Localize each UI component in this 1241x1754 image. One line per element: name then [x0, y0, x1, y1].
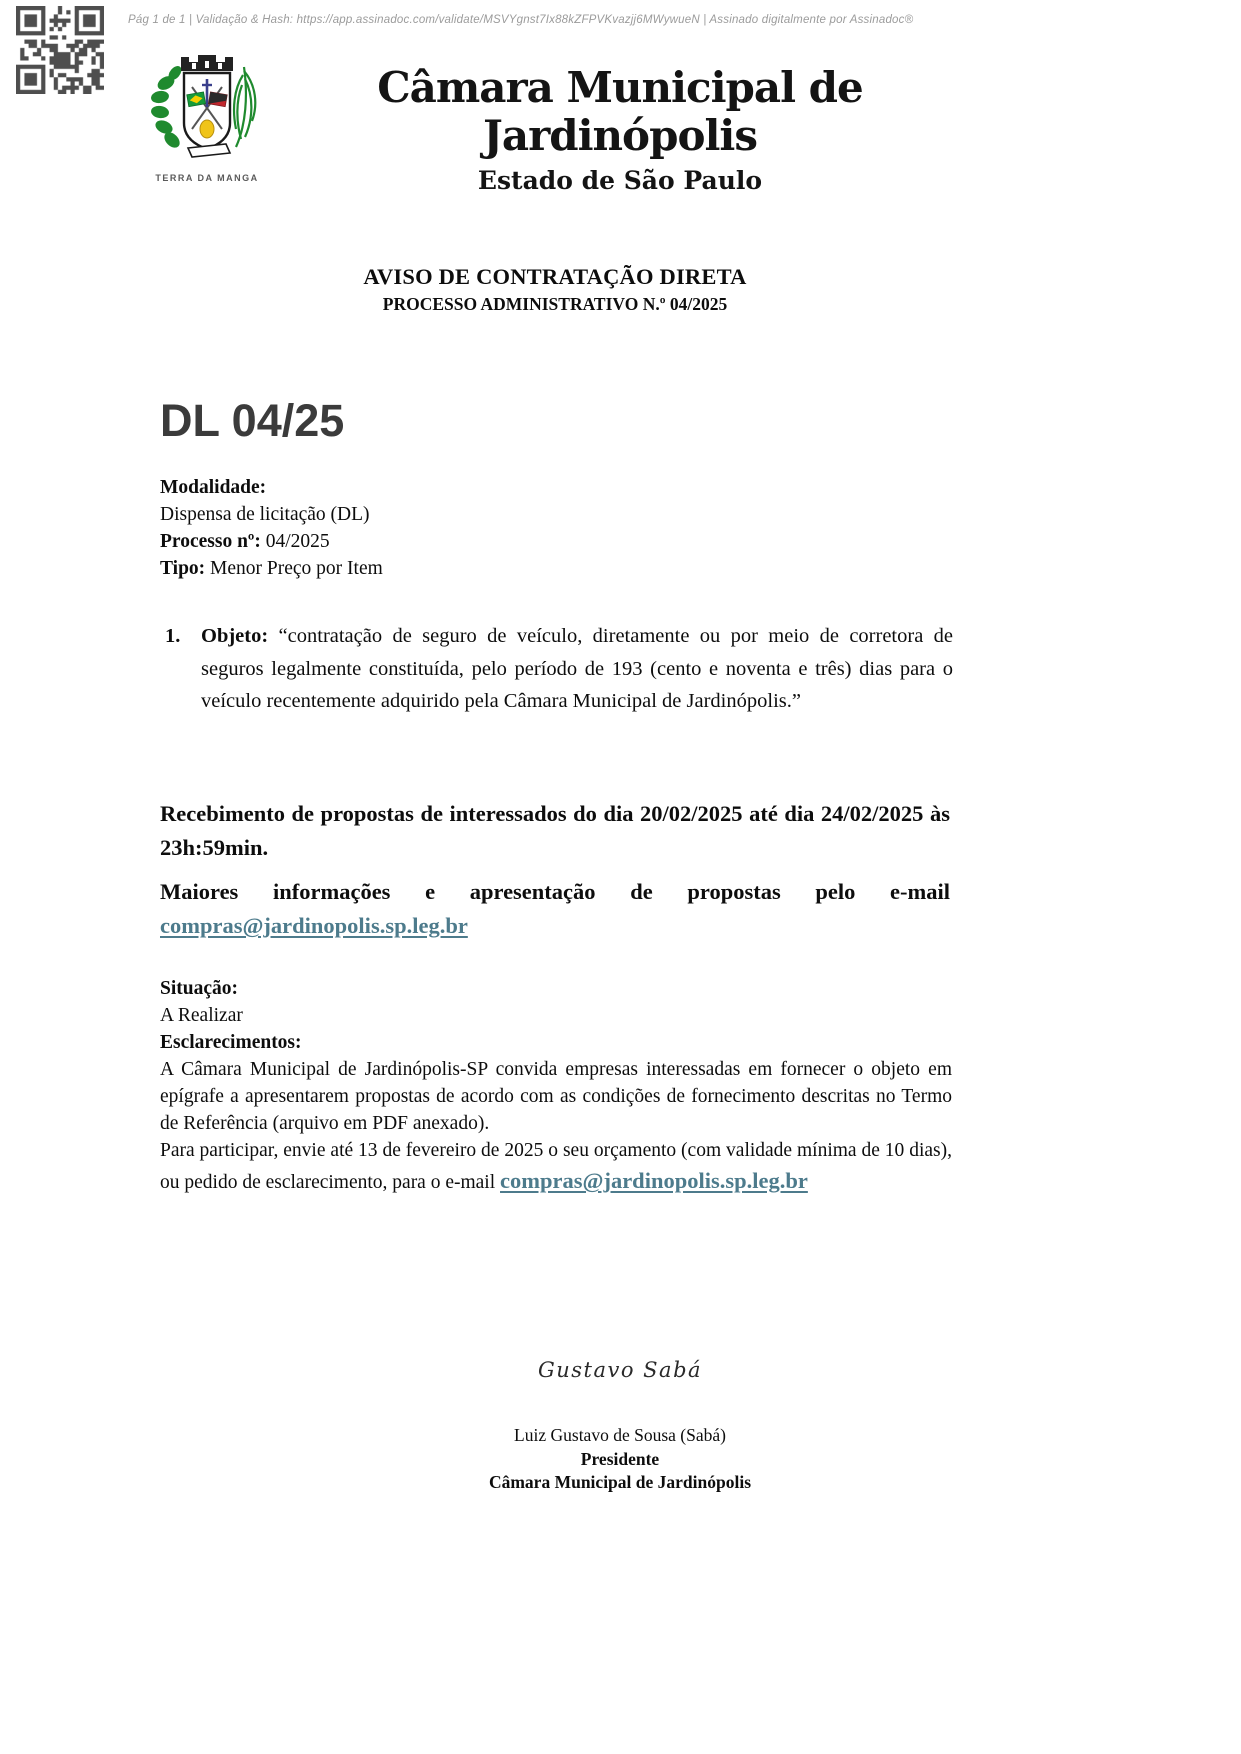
tipo-label: Tipo: — [160, 558, 206, 579]
esclarecimentos-paragraph-2: Para participar, envie até 13 de fevereiro de 2025 o seu orçamento (com validade mínima de 10 dias), ou pedido de esclarecimento, para o e-mail compras@jardinopolis.sp.leg.br — [160, 1140, 952, 1193]
validation-meta-line: Pág 1 de 1 | Validação & Hash: https://app.assinadoc.com/validate/MSVYgnst7Ix88kZFPVKvazjj6MWywueN | Assinado digitalmente por Assinadoc® — [128, 14, 914, 26]
processo-value: 04/2025 — [265, 531, 330, 552]
recebimento-section — [160, 797, 950, 943]
document-title: AVISO DE CONTRATAÇÃO DIRETA — [363, 264, 747, 289]
recebimento-info: Maiores informações e apresentação de propostas pelo e-mail compras@jardinopolis.sp.leg.br — [160, 879, 950, 938]
esclarecimentos-label: Esclarecimentos: — [160, 1032, 302, 1053]
objeto-item-number: 1. — [165, 625, 181, 647]
situacao-label: Situação: — [160, 978, 238, 999]
coat-of-arms-icon — [148, 45, 266, 167]
signer-name: Luiz Gustavo de Sousa (Sabá) — [514, 1425, 726, 1445]
email-link-2[interactable]: compras@jardinopolis.sp.leg.br — [500, 1168, 808, 1193]
process-fields — [160, 474, 950, 582]
situacao-value: A Realizar — [160, 1005, 243, 1026]
objeto-label: Objeto: — [201, 625, 269, 647]
objeto-text: Objeto: “contratação de seguro de veículo, diretamente ou por meio de corretora de seguros legalmente constituída, pelo período de 193 (cento e noventa e três) dias para o veículo recentemente adquirido pela Câmara Municipal de Jardinópolis.” — [201, 625, 954, 712]
situacao-section — [160, 975, 952, 1198]
tipo-value: Menor Preço por Item — [210, 558, 383, 579]
esclarecimentos-paragraph-1: A Câmara Municipal de Jardinópolis-SP convida empresas interessadas em fornecer o objeto em epígrafe a apresentarem propostas de acordo com as condições de fornecimento descritas no Termo de Referência (arquivo em PDF anexado). — [160, 1059, 952, 1134]
signer-org: Câmara Municipal de Jardinópolis — [488, 1472, 752, 1492]
objeto-list-item — [165, 620, 953, 718]
processo-label: Processo nº: — [160, 531, 261, 552]
logo-motto-text: TERRA DA MANGA — [155, 173, 259, 183]
coat-of-arms-logo — [148, 45, 266, 183]
recebimento-deadline: Recebimento de propostas de interessados do dia 20/02/2025 até dia 24/02/2025 às 23h:59min. — [160, 801, 950, 860]
header-titles — [270, 64, 970, 196]
document-subtitle: PROCESSO ADMINISTRATIVO N.º 04/2025 — [382, 294, 728, 314]
handwritten-signature: Gustavo Sabá — [537, 1358, 703, 1382]
email-link-1[interactable]: compras@jardinopolis.sp.leg.br — [160, 913, 468, 938]
qr-code-image — [16, 6, 104, 94]
process-code-heading: DL 04/25 — [160, 395, 345, 446]
document-title-block — [160, 262, 950, 316]
tipo-field — [160, 555, 950, 582]
processo-field — [160, 528, 950, 555]
modalidade-label: Modalidade: — [160, 477, 267, 498]
modalidade-value: Dispensa de licitação (DL) — [160, 504, 370, 525]
org-subtitle: Estado de São Paulo — [477, 166, 763, 195]
signer-role: Presidente — [580, 1448, 660, 1469]
signature-block — [225, 1358, 1015, 1495]
org-name: Câmara Municipal de Jardinópolis — [377, 63, 863, 160]
